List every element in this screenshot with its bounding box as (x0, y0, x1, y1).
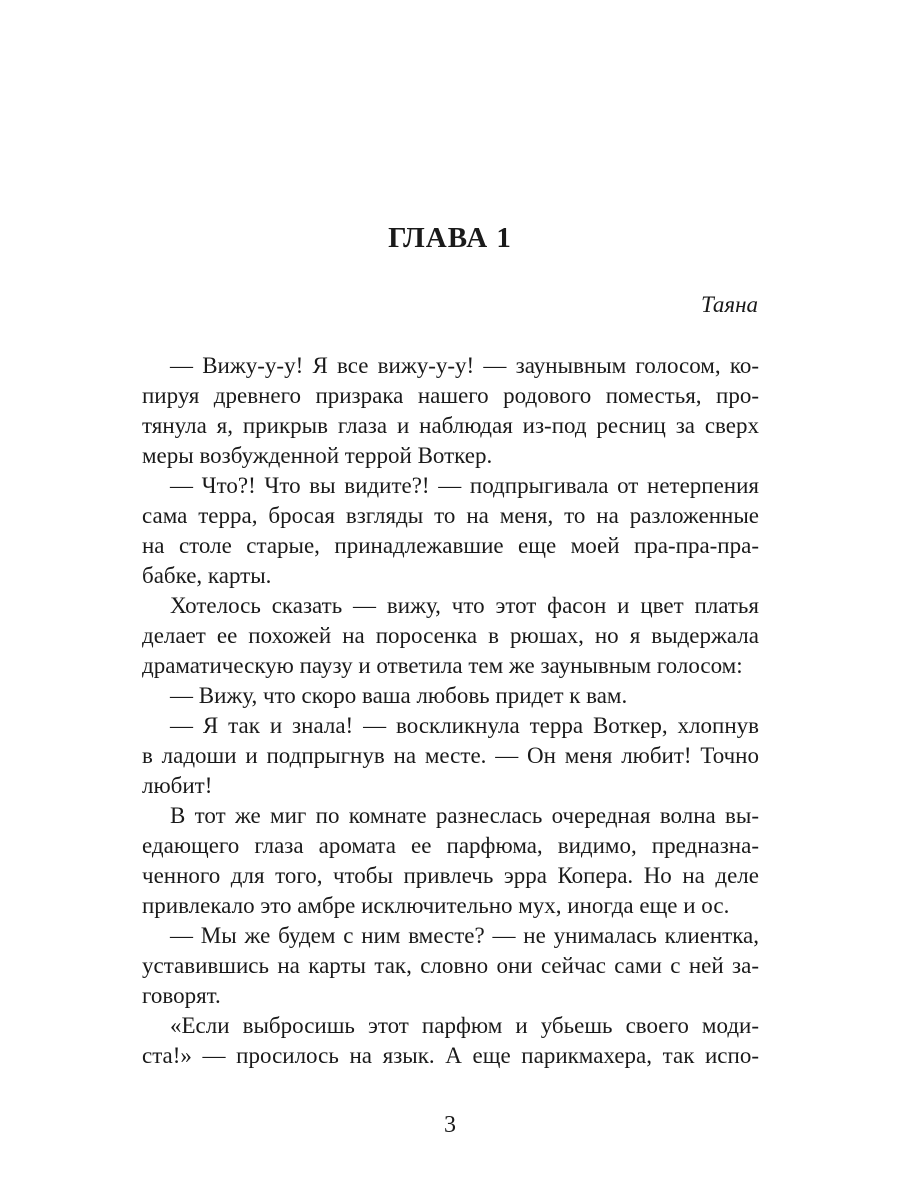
text-line: Хотелось сказать — вижу, что этот фасон и цвет платья (170, 593, 759, 618)
text-line: «Если выбросишь этот парфюм и убьешь своего моди- (170, 1013, 759, 1038)
text-line: сама терра, бросая взгляды то на меня, то на разложенные (142, 503, 759, 528)
text-line: — Вижу-у-у! Я все вижу-у-у! — заунывным голосом, ко- (170, 353, 759, 378)
text-line: тянула я, прикрыв глаза и наблюдая из-под ресниц за сверх (142, 413, 759, 438)
chapter-character-name: Таяна (700, 292, 758, 317)
text-line: драматическую паузу и ответила тем же заунывным голосом: (142, 653, 743, 678)
text-line: ста!» — просилось на язык. А еще парикмахера, так испо- (142, 1043, 759, 1068)
text-line: — Я так и знала! — воскликнула терра Воткер, хлопнув (170, 713, 759, 738)
text-line: говорят. (142, 983, 221, 1008)
text-line: уставившись на карты так, словно они сейчас сами с ней за- (142, 953, 759, 978)
text-line: привлекало это амбре исключительно мух, иногда еще и ос. (142, 893, 730, 918)
text-line: — Вижу, что скоро ваша любовь придет к вам. (170, 683, 628, 708)
text-line: ченного для того, чтобы привлечь эрра Копера. Но на деле (142, 863, 759, 888)
text-line: едающего глаза аромата ее парфюма, видимо, предназна- (142, 833, 759, 858)
text-line: В тот же миг по комнате разнеслась очередная волна вы- (170, 803, 759, 828)
chapter-title: ГЛАВА 1 (388, 222, 512, 254)
text-line: — Что?! Что вы видите?! — подпрыгивала от нетерпения (170, 473, 759, 498)
page-number: 3 (444, 1112, 456, 1138)
text-line: любит! (142, 773, 213, 798)
text-line: в ладоши и подпрыгнув на месте. — Он меня любит! Точно (142, 743, 759, 768)
chapter-body-text (142, 351, 759, 1071)
text-line: меры возбужденной террой Воткер. (142, 443, 493, 468)
text-line: — Мы же будем с ним вместе? — не унималась клиентка, (170, 923, 759, 948)
text-line: на столе старые, принадлежавшие еще моей пра-пра-пра- (142, 533, 759, 558)
text-line: пируя древнего призрака нашего родового поместья, про- (142, 383, 759, 408)
text-line: бабке, карты. (142, 563, 272, 588)
text-line: делает ее похожей на поросенка в рюшах, но я выдержала (142, 623, 759, 648)
